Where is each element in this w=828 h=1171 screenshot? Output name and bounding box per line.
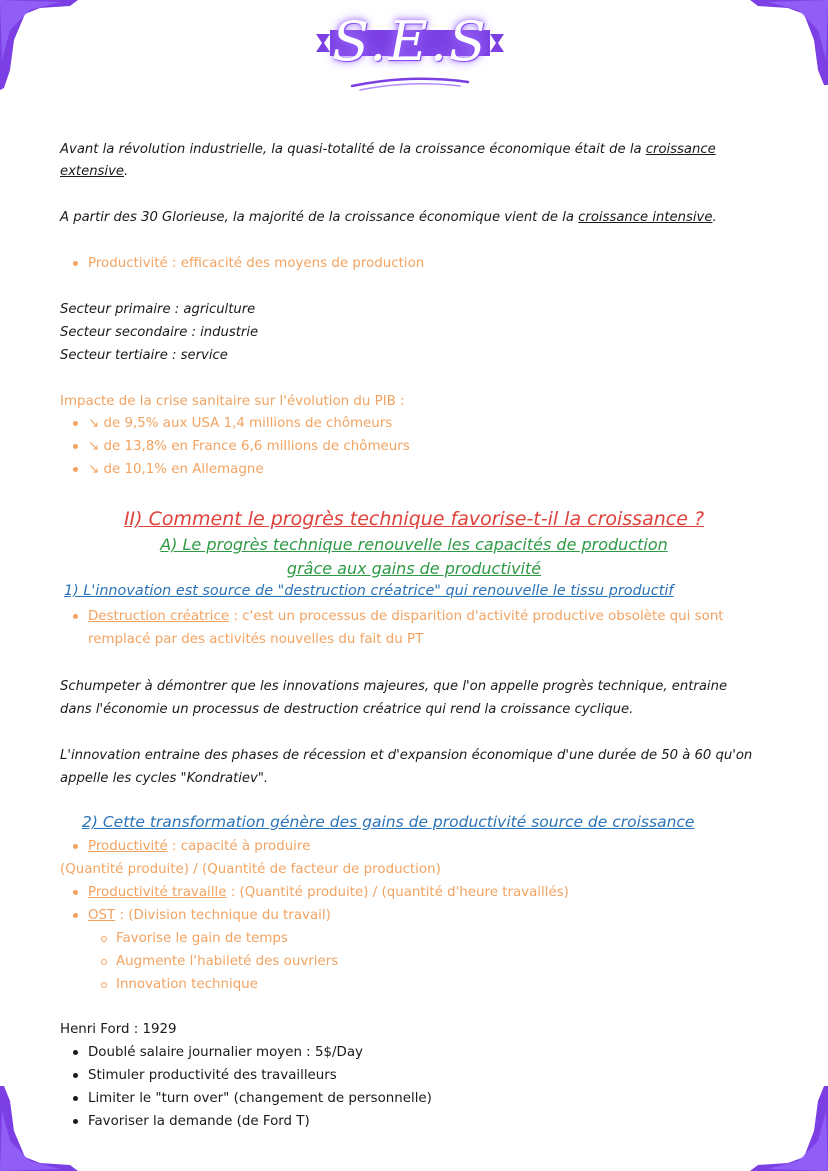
text: .: [712, 210, 717, 225]
impact-item: ↘ de 13,8% en France 6,6 millions de chômeurs: [88, 439, 410, 454]
text: A partir des 30 Glorieuse, la majorité de la croissance économique vient de la: [60, 210, 579, 225]
schumpeter-line2: dans l'économie un processus de destruction créatrice qui rend la croissance cyclique.: [60, 702, 634, 717]
heading-subsection-a-line2: grâce aux gains de productivité: [286, 559, 542, 578]
schumpeter-line1: Schumpeter à démontrer que les innovations majeures, que l'on appelle progrès technique, entraine: [60, 679, 728, 694]
logo-text: S.E.S: [332, 10, 488, 73]
term-productivite-travaille: Productivité travaille: [88, 885, 227, 900]
kondratiev-line1: L'innovation entraine des phases de récession et d'expansion économique d'une durée de 50 à 60 qu'on: [60, 748, 753, 763]
productivite-definition: Productivité : efficacité des moyens de production: [88, 256, 425, 271]
secteur-secondaire: Secteur secondaire : industrie: [60, 325, 259, 340]
heading-subsection-a-line1: A) Le progrès technique renouvelle les capacités de production: [160, 535, 668, 554]
impact-item: ↘ de 9,5% aux USA 1,4 millions de chômeurs: [88, 416, 393, 431]
bullet-dot: [73, 1073, 78, 1078]
ost-item: Favorise le gain de temps: [116, 931, 288, 946]
paragraph-intensive: [60, 207, 770, 229]
kondratiev-line2: appelle les cycles "Kondratiev".: [60, 771, 269, 786]
heading-point-2: 2) Cette transformation génère des gains de productivité source de croissance: [82, 813, 695, 831]
bullet-dot: [73, 1096, 78, 1101]
header-logo: [310, 8, 510, 98]
bullet-dot: [73, 913, 78, 918]
ford-item: Limiter le "turn over" (changement de personnelle): [88, 1091, 432, 1106]
productivite-formula: (Quantité produite) / (Quantité de facteur de production): [60, 862, 441, 877]
corner-decoration-top-left: [0, 0, 80, 90]
secteur-tertiaire: Secteur tertiaire : service: [60, 348, 228, 363]
productivite-term-line: [88, 836, 310, 858]
ford-item: Favoriser la demande (de Ford T): [88, 1114, 310, 1129]
ford-item: Doublé salaire journalier moyen : 5$/Day: [88, 1045, 363, 1060]
corner-decoration-bottom-right: [748, 1086, 828, 1171]
text: : (Division technique du travail): [115, 908, 331, 923]
bullet-dot: [73, 421, 78, 426]
destruction-creatrice-definition-cont: remplacé par des activités nouvelles du fait du PT: [88, 632, 424, 647]
destruction-creatrice-definition: [88, 606, 724, 628]
term-extensive: extensive: [60, 164, 125, 179]
sub-bullet-circle: [101, 959, 107, 965]
impact-item: ↘ de 10,1% en Allemagne: [88, 462, 264, 477]
bullet-dot: [73, 1119, 78, 1124]
ost-item: Augmente l'habileté des ouvriers: [116, 954, 339, 969]
impact-title: Impacte de la crise sanitaire sur l'évolution du PIB :: [60, 394, 405, 409]
ost-item: Innovation technique: [116, 977, 258, 992]
paragraph-extensive-cont: [60, 161, 770, 183]
heading-point-1: 1) L'innovation est source de "destruction créatrice" qui renouvelle le tissu productif: [64, 583, 674, 599]
bullet-dot: [73, 1050, 78, 1055]
bullet-dot: [73, 467, 78, 472]
term-croissance: croissance: [645, 142, 716, 157]
ford-item: Stimuler productivité des travailleurs: [88, 1068, 337, 1083]
bullet-dot: [73, 444, 78, 449]
bullet-dot: [73, 261, 78, 266]
bullet-dot: [73, 844, 78, 849]
productivite-travail-line: [88, 882, 569, 904]
heading-section-2: II) Comment le progrès technique favorise-t-il la croissance ?: [123, 508, 705, 530]
term-productivite: Productivité: [88, 839, 168, 854]
corner-decoration-bottom-left: [0, 1086, 80, 1171]
bullet-dot: [73, 614, 78, 619]
text: : (Quantité produite) / (quantité d'heure travaillés): [226, 885, 569, 900]
text: .: [124, 164, 129, 179]
ost-line: [88, 905, 331, 927]
text: Avant la révolution industrielle, la quasi-totalité de la croissance économique était de la: [60, 142, 646, 157]
sub-bullet-circle: [101, 936, 107, 942]
text: : c'est un processus de disparition d'activité productive obsolète qui sont: [229, 609, 724, 624]
secteur-primaire: Secteur primaire : agriculture: [60, 302, 256, 317]
term-croissance-intensive: croissance intensive: [578, 210, 713, 225]
paragraph-extensive: [60, 139, 770, 161]
term-destruction-creatrice: Destruction créatrice: [88, 609, 230, 624]
ford-title: Henri Ford : 1929: [60, 1022, 177, 1037]
corner-decoration-top-right: [748, 0, 828, 85]
text: : capacité à produire: [167, 839, 311, 854]
bullet-dot: [73, 890, 78, 895]
sub-bullet-circle: [101, 982, 107, 988]
term-ost: OST: [88, 908, 116, 923]
logo-underline: [350, 72, 470, 92]
